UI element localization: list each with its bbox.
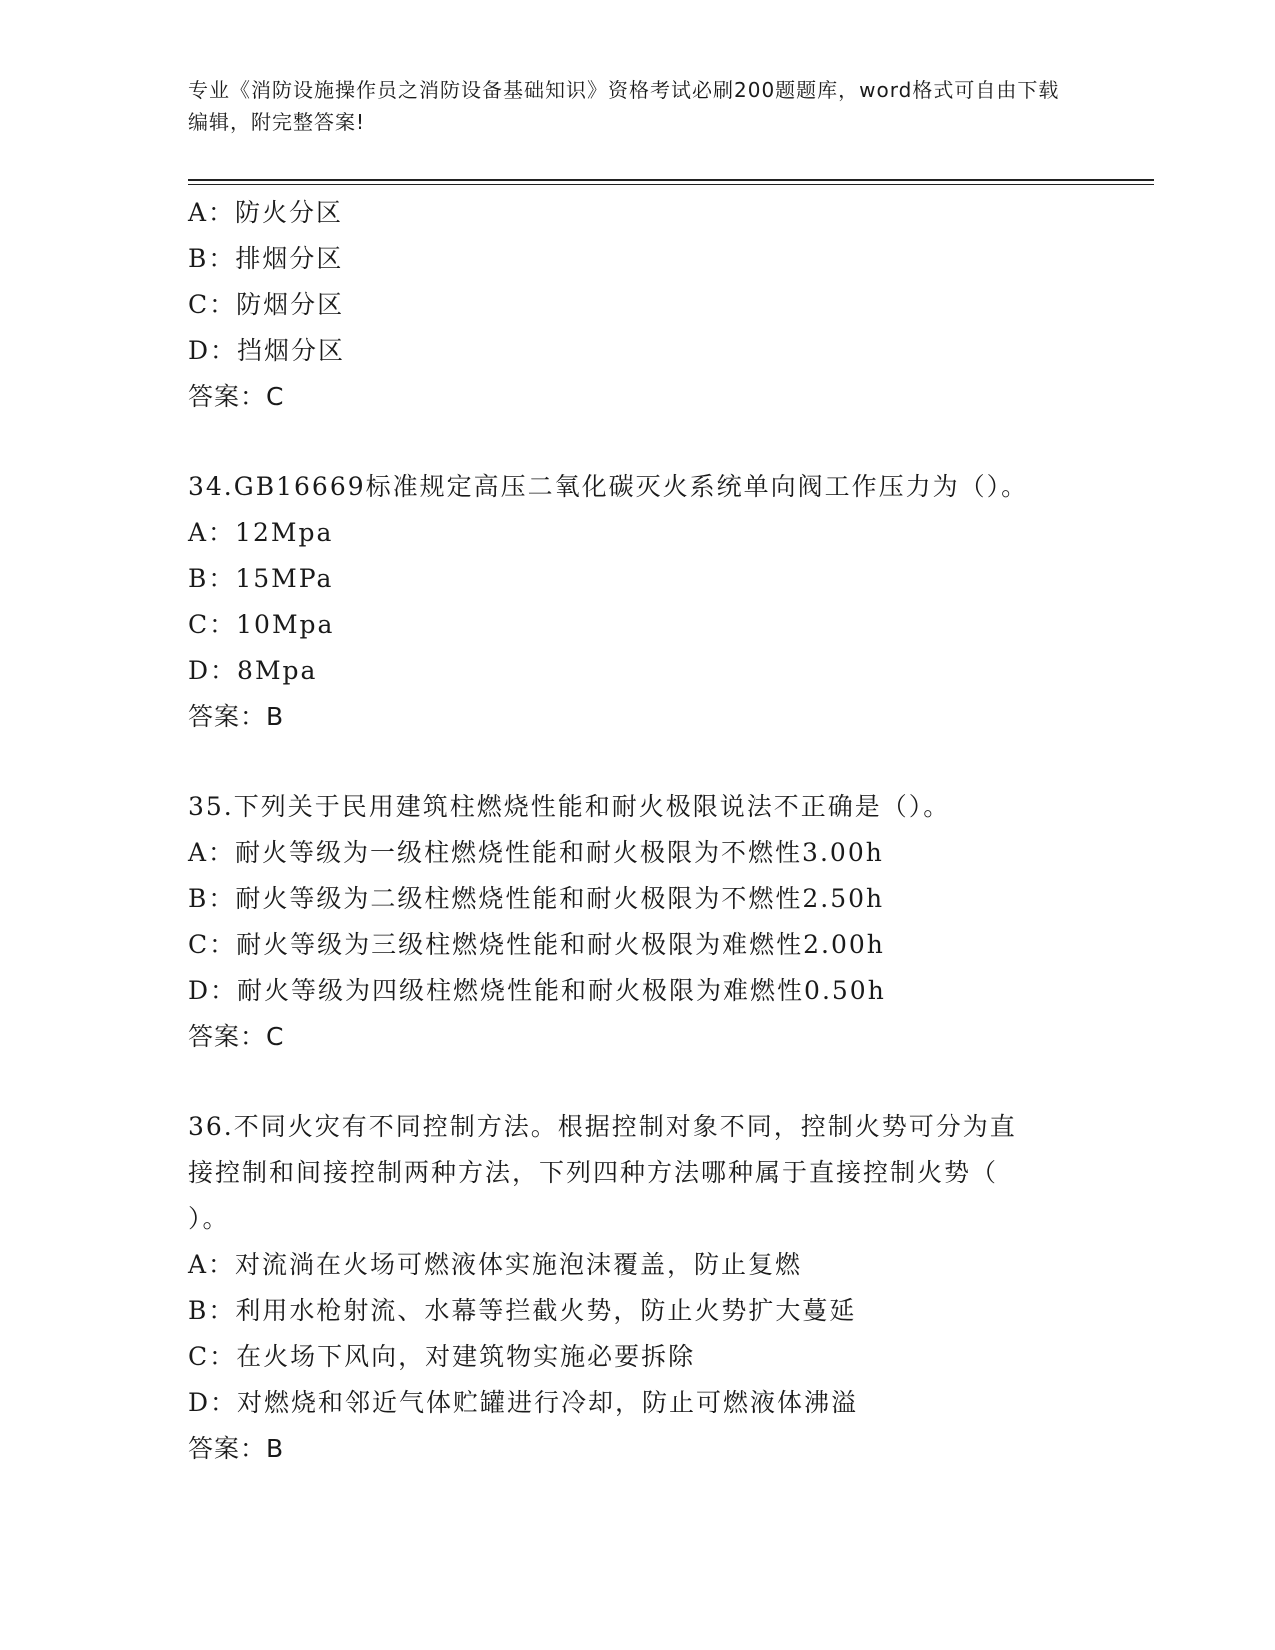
- option-d: D：挡烟分区: [188, 336, 346, 365]
- question-stem-line-3: ）。: [188, 1204, 230, 1233]
- spacer: [188, 1060, 1088, 1104]
- question-stem-line-2: 接控制和间接控制两种方法，下列四种方法哪种属于直接控制火势（: [188, 1158, 999, 1187]
- option-c: C：10Mpa: [188, 610, 335, 639]
- option-d: D：对燃烧和邻近气体贮罐进行冷却，防止可燃液体沸溢: [188, 1388, 859, 1417]
- answer: 答案：B: [188, 1434, 285, 1463]
- option-c: C：防烟分区: [188, 290, 345, 319]
- answer: 答案：C: [188, 382, 285, 411]
- option-b: B：15MPa: [188, 564, 334, 593]
- spacer: [188, 740, 1088, 784]
- option-c: C：耐火等级为三级柱燃烧性能和耐火极限为难燃性2.00h: [188, 930, 885, 959]
- question-stem: 34.GB16669标准规定高压二氧化碳灭火系统单向阀工作压力为（）。: [188, 472, 1029, 501]
- header-divider-thick: [188, 179, 1154, 181]
- option-a: A：对流淌在火场可燃液体实施泡沫覆盖，防止复燃: [188, 1250, 803, 1279]
- document-header: 专业《消防设施操作员之消防设备基础知识》资格考试必刷200题题库，word格式可自由下载编辑，附完整答案!: [188, 78, 1060, 134]
- option-a: A：12Mpa: [188, 518, 334, 547]
- option-d: D：耐火等级为四级柱燃烧性能和耐火极限为难燃性0.50h: [188, 976, 886, 1005]
- header-divider-thin: [188, 184, 1154, 185]
- question-33: [188, 190, 1088, 420]
- question-list: [188, 190, 1088, 1472]
- answer: 答案：B: [188, 702, 285, 731]
- question-stem-line-1: 36.不同火灾有不同控制方法。根据控制对象不同，控制火势可分为直: [188, 1112, 1017, 1141]
- option-a: A：耐火等级为一级柱燃烧性能和耐火极限为不燃性3.00h: [188, 838, 884, 867]
- option-d: D：8Mpa: [188, 656, 318, 685]
- option-b: B：排烟分区: [188, 244, 344, 273]
- spacer: [188, 420, 1088, 464]
- question-35: [188, 784, 1088, 1060]
- option-c: C：在火场下风向，对建筑物实施必要拆除: [188, 1342, 696, 1371]
- answer: 答案：C: [188, 1022, 285, 1051]
- option-b: B：耐火等级为二级柱燃烧性能和耐火极限为不燃性2.50h: [188, 884, 885, 913]
- option-a: A：防火分区: [188, 198, 344, 227]
- question-36: [188, 1104, 1088, 1472]
- question-stem: 35.下列关于民用建筑柱燃烧性能和耐火极限说法不正确是（）。: [188, 792, 951, 821]
- option-b: B：利用水枪射流、水幕等拦截火势，防止火势扩大蔓延: [188, 1296, 857, 1325]
- question-34: [188, 464, 1088, 740]
